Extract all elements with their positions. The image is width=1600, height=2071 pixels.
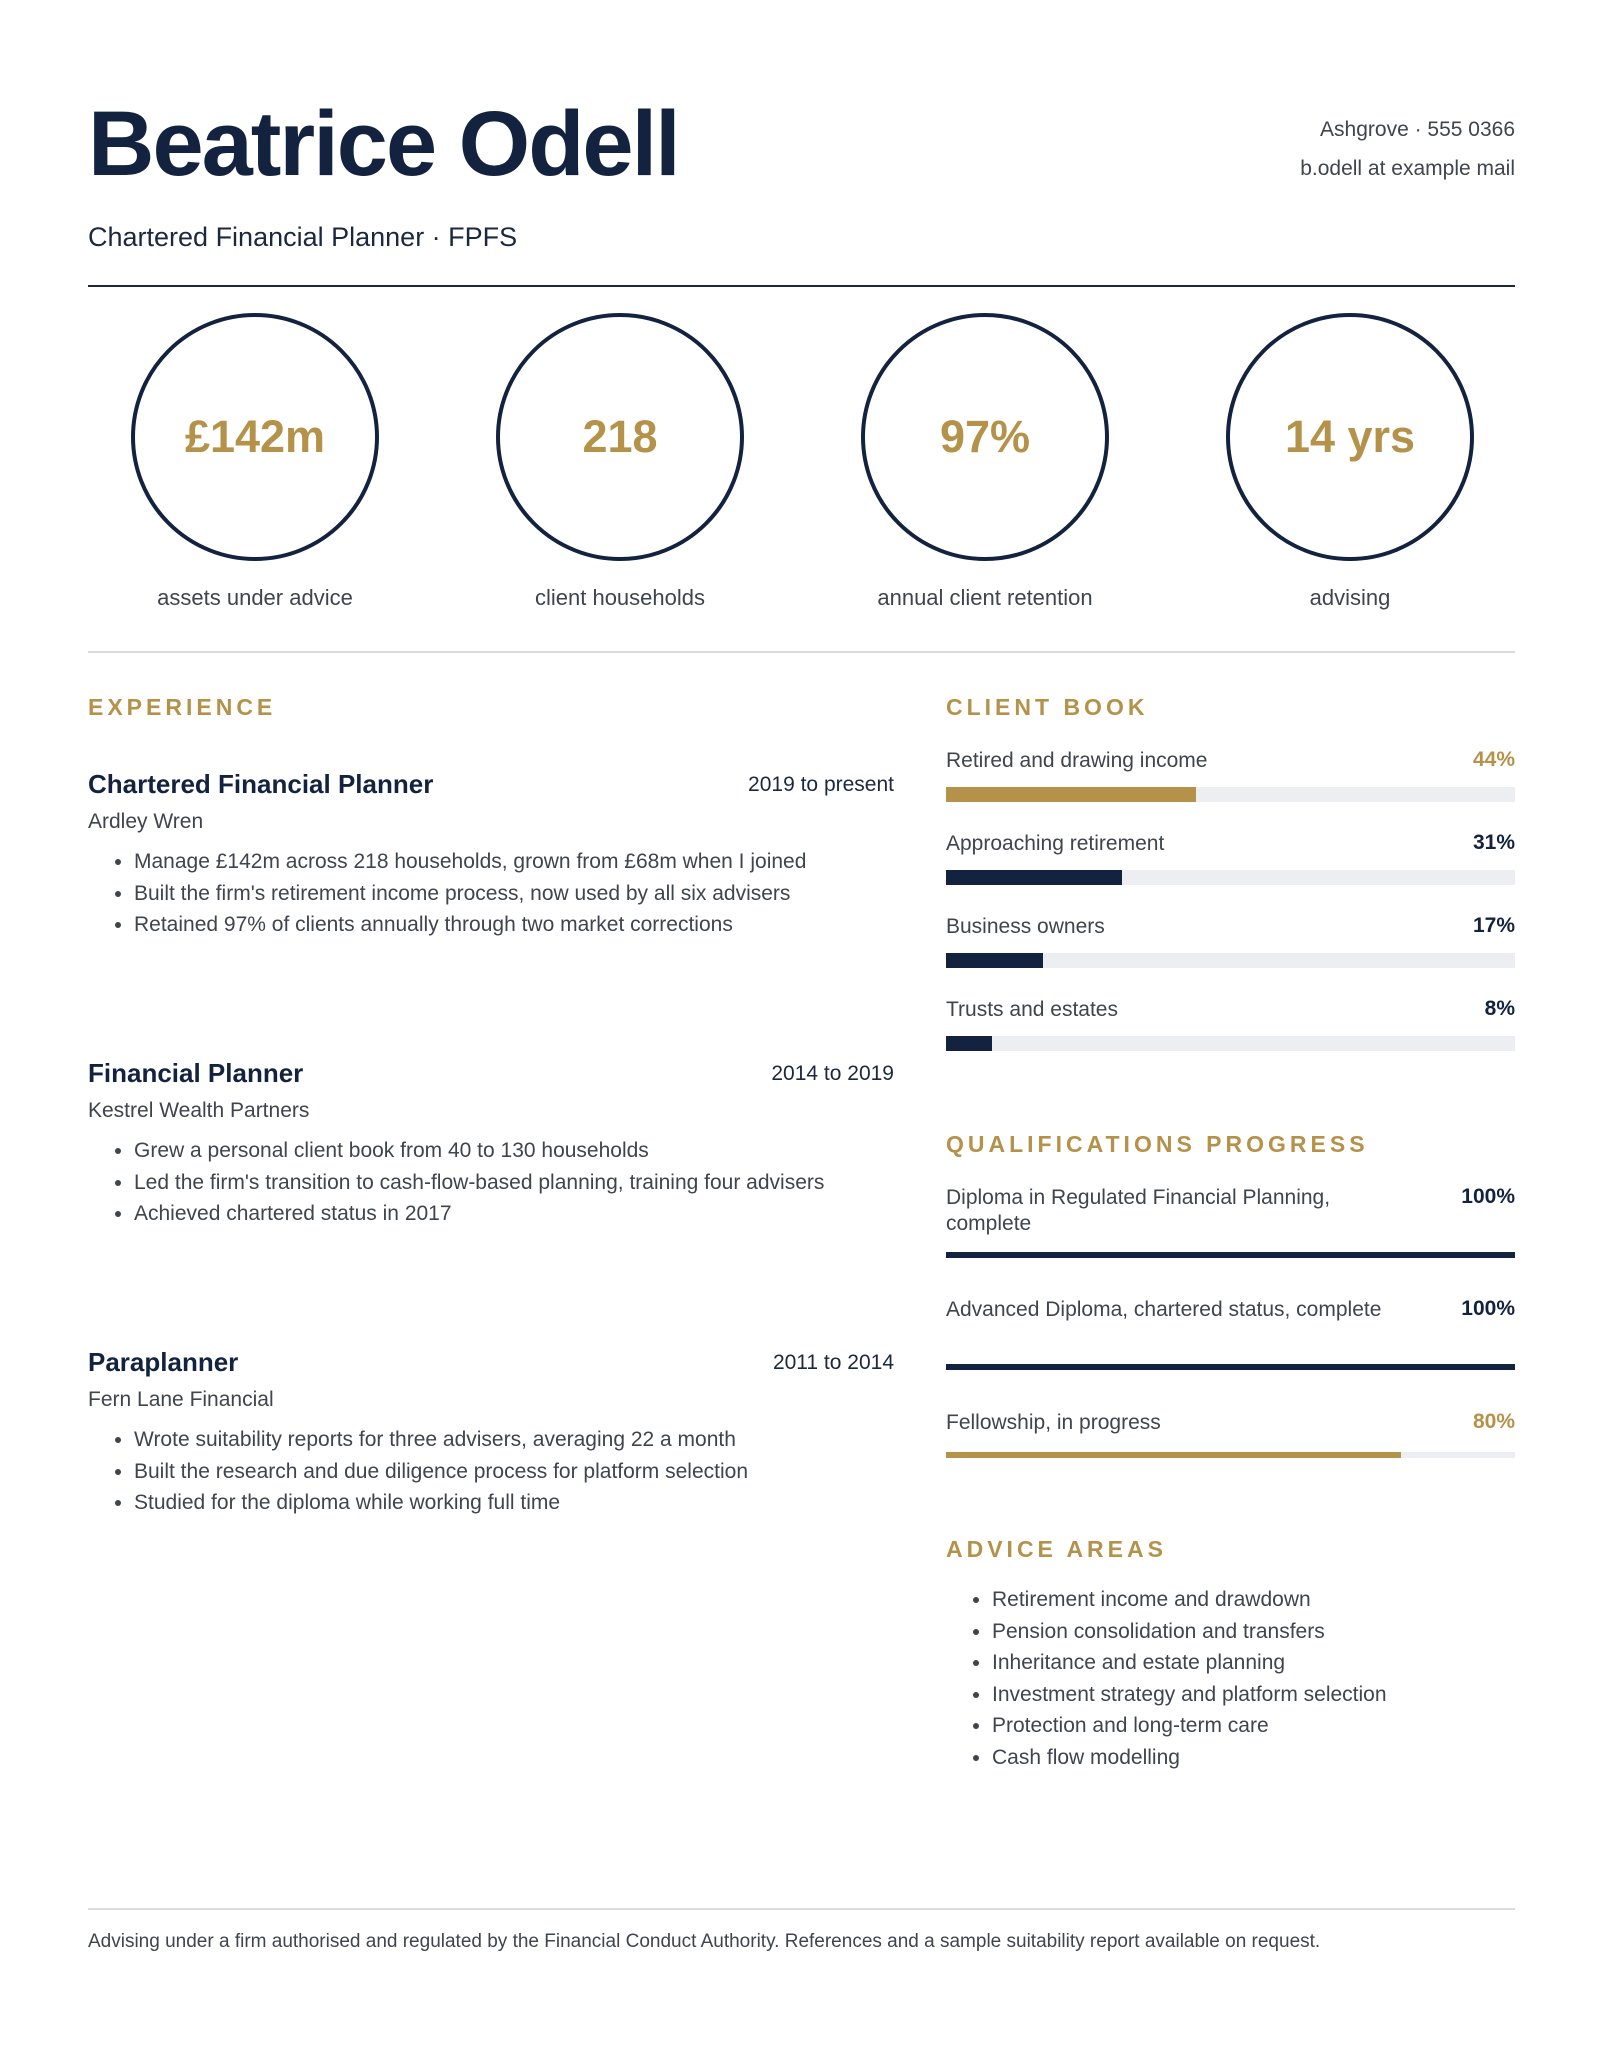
- contact-email: b.odell at example mail: [1300, 157, 1515, 180]
- job-role: Paraplanner: [88, 1347, 239, 1377]
- job-bullet: • Wrote suitability reports for three advisers, averaging 22 a month: [134, 1424, 894, 1456]
- client-book-row: [946, 831, 1515, 857]
- job-entry: [88, 1347, 894, 1519]
- job-company: Kestrel Wealth Partners: [88, 1099, 310, 1122]
- bar-percent: 44%: [1472, 748, 1515, 771]
- stat-years: [1225, 313, 1475, 611]
- job-bullet: • Achieved chartered status in 2017: [134, 1198, 894, 1230]
- candidate-name: Beatrice Odell: [88, 93, 679, 195]
- bar-label: Advanced Diploma, chartered status, complete: [946, 1298, 1382, 1321]
- job-bullet: • Led the firm's transition to cash-flow-based planning, training four advisers: [134, 1167, 894, 1199]
- job-company: Fern Lane Financial: [88, 1388, 274, 1411]
- bar-percent: 17%: [1472, 914, 1515, 937]
- advice-area-item: • Investment strategy and platform selection: [992, 1679, 1387, 1711]
- job-bullet: • Manage £142m across 218 households, grown from £68m when I joined: [134, 846, 894, 878]
- advice-area-item: • Inheritance and estate planning: [992, 1647, 1387, 1679]
- progress-track: [946, 1452, 1515, 1458]
- client-book-row: [946, 914, 1515, 940]
- job-bullets: [88, 846, 894, 941]
- job-dates: 2014 to 2019: [771, 1062, 894, 1085]
- job-entry: [88, 1058, 894, 1230]
- progress-track: [946, 1252, 1515, 1258]
- progress-track: [946, 870, 1515, 885]
- advice-area-item: • Protection and long-term care: [992, 1710, 1387, 1742]
- job-bullets: [88, 1424, 894, 1519]
- job-bullet: • Retained 97% of clients annually through two market corrections: [134, 909, 894, 941]
- advice-area-item: • Pension consolidation and transfers: [992, 1616, 1387, 1648]
- client-book-row: [946, 997, 1515, 1023]
- stat-label: client households: [534, 585, 705, 610]
- contact-location-phone: Ashgrove · 555 0366: [1320, 118, 1515, 141]
- stat-circle: [861, 313, 1109, 561]
- bar-label: Business owners: [946, 915, 1105, 938]
- progress-track: [946, 1036, 1515, 1051]
- stat-retention: [860, 313, 1110, 611]
- job-role: Financial Planner: [88, 1058, 304, 1088]
- advice-area-item: • Retirement income and drawdown: [992, 1584, 1387, 1616]
- job-company: Ardley Wren: [88, 810, 204, 833]
- progress-fill: [946, 870, 1122, 885]
- stat-value: £142m: [184, 411, 326, 462]
- header-divider: [88, 285, 1515, 287]
- candidate-title: Chartered Financial Planner · FPFS: [88, 222, 518, 252]
- stat-value: 97%: [939, 411, 1031, 462]
- bar-label: Approaching retirement: [946, 832, 1165, 855]
- client-book-row: [946, 748, 1515, 774]
- stat-value: 218: [582, 411, 658, 462]
- bar-label: Retired and drawing income: [946, 749, 1208, 772]
- progress-fill: [946, 787, 1196, 802]
- progress-fill: [946, 1252, 1515, 1258]
- bar-label: Fellowship, in progress: [946, 1411, 1161, 1434]
- stat-assets: [130, 313, 380, 611]
- stat-label: assets under advice: [157, 585, 353, 610]
- progress-fill: [946, 1452, 1401, 1458]
- stat-households: [495, 313, 745, 611]
- bar-label: Trusts and estates: [946, 998, 1118, 1021]
- job-bullet: • Built the research and due diligence process for platform selection: [134, 1456, 894, 1488]
- stat-circle: [131, 313, 379, 561]
- bar-percent: 80%: [1472, 1410, 1515, 1433]
- stat-label: annual client retention: [877, 585, 1093, 610]
- stat-label: advising: [1309, 585, 1391, 610]
- bar-percent: 100%: [1461, 1185, 1515, 1208]
- experience-heading: EXPERIENCE: [88, 694, 277, 720]
- bar-percent: 31%: [1472, 831, 1515, 854]
- stat-circle: [1226, 313, 1474, 561]
- job-entry: [88, 769, 894, 941]
- stat-circle: [496, 313, 744, 561]
- progress-track: [946, 787, 1515, 802]
- advice-areas-list: [946, 1584, 1387, 1773]
- stat-value: 14 yrs: [1284, 411, 1416, 462]
- qualification-row: [946, 1185, 1515, 1237]
- progress-fill: [946, 1364, 1515, 1370]
- job-bullet: • Built the firm's retirement income process, now used by all six advisers: [134, 878, 894, 910]
- contact-block: [1300, 110, 1515, 188]
- job-dates: 2011 to 2014: [772, 1351, 894, 1374]
- qualifications-heading: QUALIFICATIONS PROGRESS: [946, 1131, 1369, 1157]
- job-bullet: • Grew a personal client book from 40 to 130 households: [134, 1135, 894, 1167]
- bar-percent: 8%: [1484, 997, 1515, 1020]
- progress-track: [946, 1364, 1515, 1370]
- progress-track: [946, 953, 1515, 968]
- advice-area-item: • Cash flow modelling: [992, 1742, 1387, 1774]
- advice-areas-heading: ADVICE AREAS: [946, 1536, 1167, 1562]
- footer-note: Advising under a firm authorised and regulated by the Financial Conduct Authority. References and a sample suitability report available on request.: [88, 1931, 1321, 1952]
- job-bullets: [88, 1135, 894, 1230]
- resume-page: [88, 0, 1515, 2071]
- job-dates: 2019 to present: [748, 773, 894, 796]
- progress-fill: [946, 1036, 992, 1051]
- job-role: Chartered Financial Planner: [88, 769, 434, 799]
- job-bullet: • Studied for the diploma while working full time: [134, 1487, 894, 1519]
- bar-label: Diploma in Regulated Financial Planning, complete: [946, 1186, 1331, 1235]
- stats-divider: [88, 651, 1515, 653]
- qualification-row: [946, 1410, 1515, 1436]
- client-book-heading: CLIENT BOOK: [946, 694, 1149, 720]
- footer-divider: [88, 1908, 1515, 1910]
- progress-fill: [946, 953, 1043, 968]
- bar-percent: 100%: [1461, 1297, 1515, 1320]
- qualification-row: [946, 1297, 1515, 1323]
